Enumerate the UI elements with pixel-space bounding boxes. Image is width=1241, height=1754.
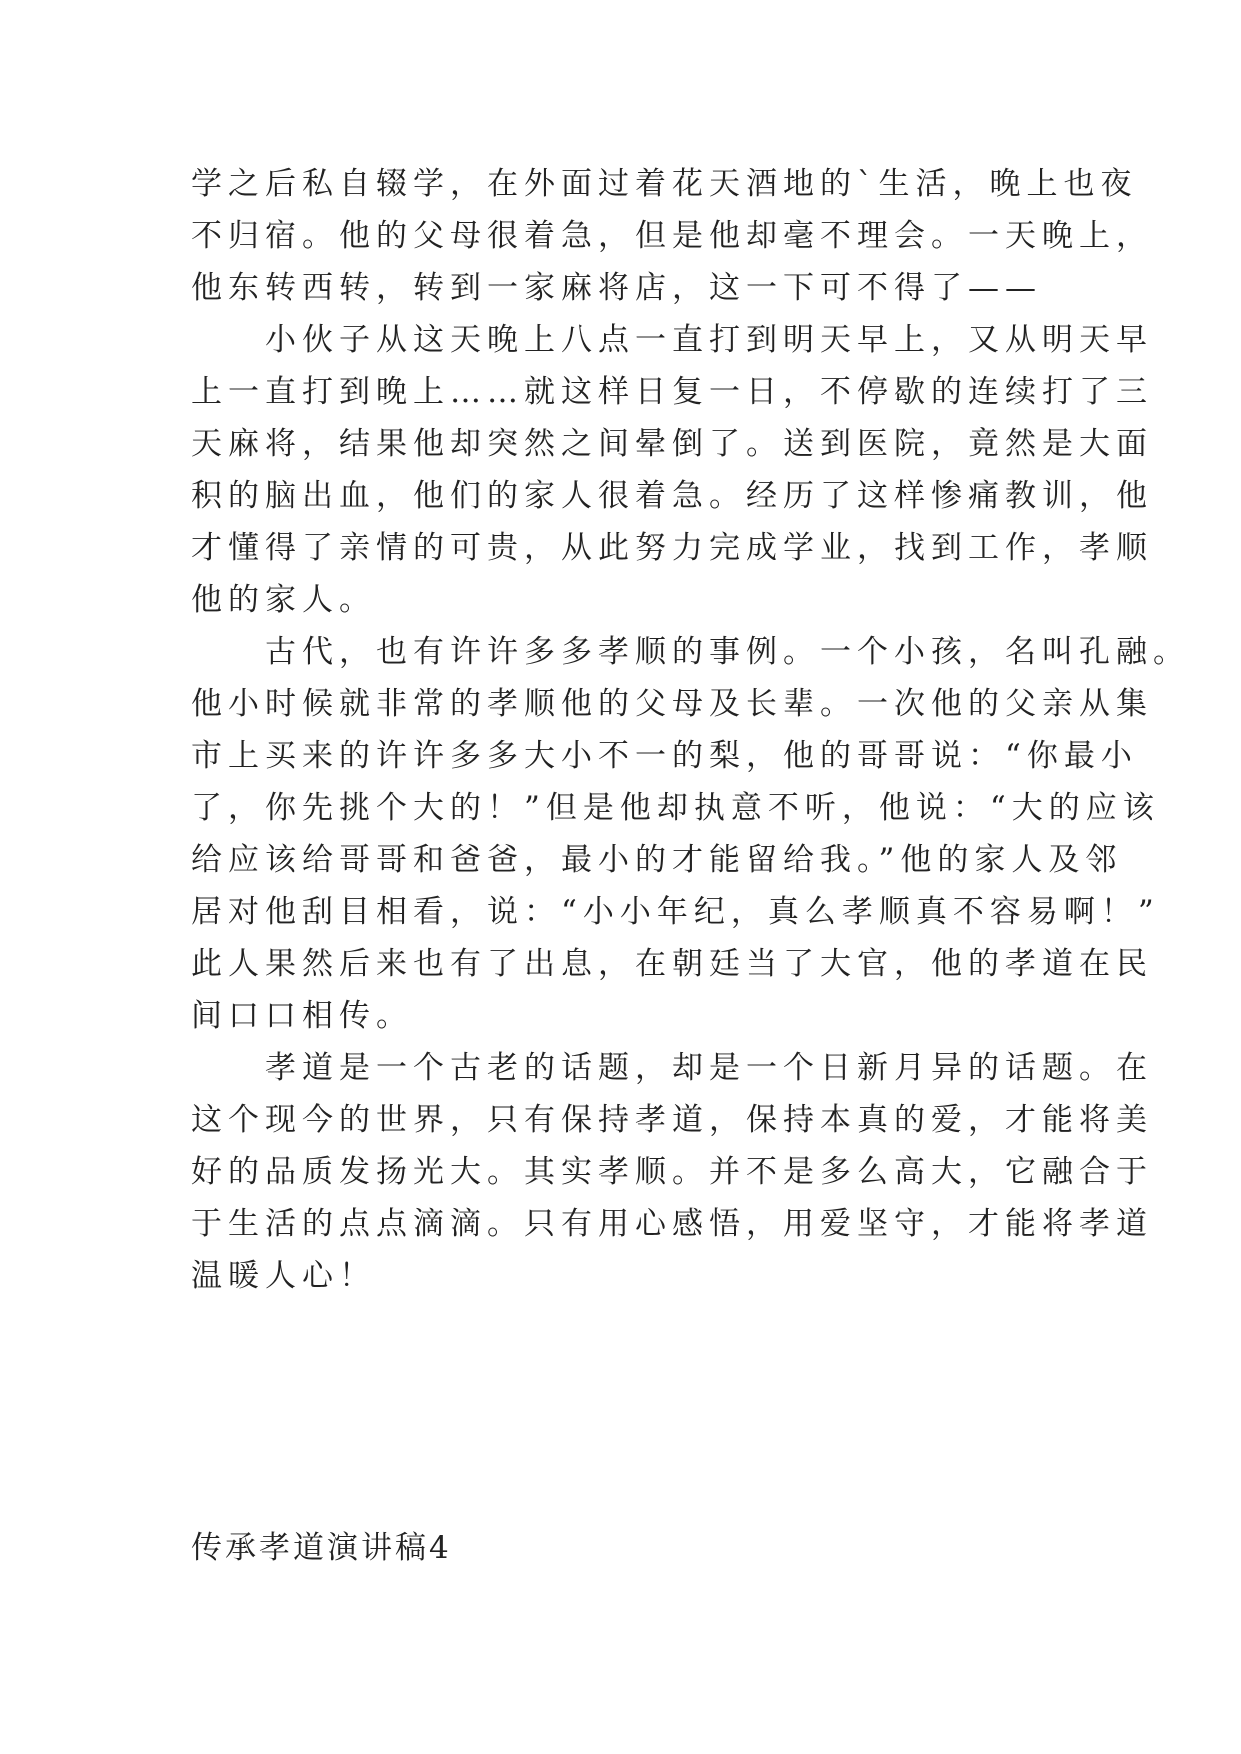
paragraph-line: 他小时候就非常的孝顺他的父母及长辈。一次他的父亲从集 [191, 686, 1153, 722]
paragraph-line: 古代，也有许许多多孝顺的事例。一个小孩，名叫孔融。 [265, 634, 1190, 670]
paragraph-line: 市上买来的许许多多大小不一的梨，他的哥哥说：“你最小 [191, 738, 1138, 774]
paragraph-line: 这个现今的世界，只有保持孝道，保持本真的爱，才能将美 [191, 1102, 1153, 1138]
paragraph-line: 于生活的点点滴滴。只有用心感悟，用爱坚守，才能将孝道 [191, 1206, 1153, 1242]
paragraph-3 [191, 626, 1190, 1042]
paragraph-line: 此人果然后来也有了出息，在朝廷当了大官，他的孝道在民 [191, 946, 1153, 982]
paragraph-line: 才懂得了亲情的可贵，从此努力完成学业，找到工作，孝顺 [191, 530, 1153, 566]
paragraph-line: 好的品质发扬光大。其实孝顺。并不是多么高大，它融合于 [191, 1154, 1153, 1190]
paragraph-line: 孝道是一个古老的话题，却是一个日新月异的话题。在 [265, 1050, 1153, 1086]
paragraph-2 [191, 314, 1153, 626]
paragraph-line: 他的家人。 [191, 582, 376, 618]
paragraph-line: 积的脑出血，他们的家人很着急。经历了这样惨痛教训，他 [191, 478, 1153, 514]
paragraph-line: 上一直打到晚上……就这样日复一日，不停歇的连续打了三 [191, 374, 1153, 410]
paragraph-line: 小伙子从这天晚上八点一直打到明天早上，又从明天早 [265, 322, 1153, 358]
paragraph-1 [191, 158, 1153, 314]
paragraph-line: 间口口相传。 [191, 998, 413, 1034]
paragraph-line: 天麻将，结果他却突然之间晕倒了。送到医院，竟然是大面 [191, 426, 1153, 462]
paragraph-line: 居对他刮目相看，说：“小小年纪，真么孝顺真不容易啊！” [191, 894, 1160, 930]
paragraph-line: 了，你先挑个大的！”但是他却执意不听，他说：“大的应该 [191, 790, 1160, 826]
paragraph-line: 学之后私自辍学，在外面过着花天酒地的`生活，晚上也夜 [191, 166, 1138, 202]
paragraph-line: 温暖人心！ [191, 1258, 376, 1294]
paragraph-line: 给应该给哥哥和爸爸，最小的才能留给我。”他的家人及邻 [191, 842, 1123, 878]
paragraph-line: 他东转西转，转到一家麻将店，这一下可不得了—— [191, 270, 1042, 306]
paragraph-4 [191, 1042, 1153, 1302]
section-heading: 传承孝道演讲稿4 [191, 1530, 452, 1566]
paragraph-line: 不归宿。他的父母很着急，但是他却毫不理会。一天晚上， [191, 218, 1153, 254]
document-body [191, 158, 1190, 1302]
